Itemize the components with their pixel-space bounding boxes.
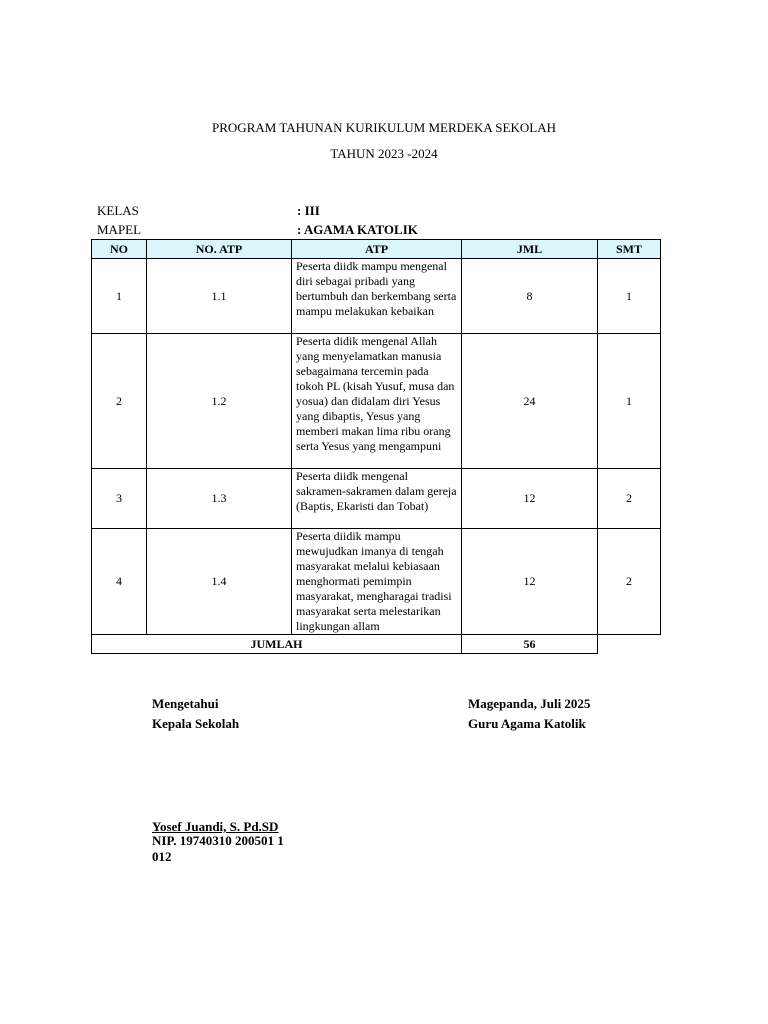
signature-right-line1: Magepanda, Juli 2025 — [468, 696, 591, 711]
row-jml: 24 — [462, 334, 598, 469]
header-no: NO — [92, 240, 147, 259]
header-no-atp: NO. ATP — [147, 240, 292, 259]
table-total-row — [92, 635, 661, 654]
header-atp: ATP — [292, 240, 462, 259]
principal-nip: NIP. 19740310 200501 1 012 — [152, 833, 284, 864]
row-atp: Peserta diidik mampu mewujudkan imanya di tengah masyarakat melalui kebiasaan menghormati pemimpin masyarakat, mengharagai tradisi masyarakat serta melestarikan lingkungan allam — [292, 529, 462, 635]
row-no: 3 — [92, 469, 147, 529]
header-smt: SMT — [598, 240, 661, 259]
row-no: 1 — [92, 259, 147, 334]
program-table — [91, 239, 661, 654]
total-blank-cell — [598, 635, 661, 654]
signature-left-line2: Kepala Sekolah — [152, 716, 240, 731]
row-jml: 12 — [462, 469, 598, 529]
document-year: TAHUN 2023 -2024 — [330, 146, 438, 161]
row-no-atp: 1.4 — [147, 529, 292, 635]
table-row — [92, 469, 661, 529]
row-no: 2 — [92, 334, 147, 469]
row-smt: 1 — [598, 334, 661, 469]
signature-left-line1: Mengetahui — [152, 696, 219, 711]
table-header-row — [92, 240, 661, 259]
row-smt: 2 — [598, 469, 661, 529]
table-row — [92, 529, 661, 635]
row-no-atp: 1.1 — [147, 259, 292, 334]
row-atp: Peserta diidk mengenal sakramen-sakramen dalam gereja (Baptis, Ekaristi dan Tobat) — [292, 469, 462, 529]
row-smt: 1 — [598, 259, 661, 334]
document-title: PROGRAM TAHUNAN KURIKULUM MERDEKA SEKOLAH — [212, 120, 556, 135]
row-atp: Peserta diidk mampu mengenal diri sebagai pribadi yang bertumbuh dan berkembang serta mampu melakukan kebaikan — [292, 259, 462, 334]
total-label: JUMLAH — [92, 635, 462, 654]
row-jml: 8 — [462, 259, 598, 334]
row-jml: 12 — [462, 529, 598, 635]
mapel-label: MAPEL — [97, 222, 142, 237]
row-smt: 2 — [598, 529, 661, 635]
table-row — [92, 334, 661, 469]
table-row — [92, 259, 661, 334]
principal-name: Yosef Juandi, S. Pd.SD — [152, 819, 279, 834]
kelas-label: KELAS — [97, 203, 139, 218]
total-value: 56 — [462, 635, 598, 654]
row-no-atp: 1.3 — [147, 469, 292, 529]
kelas-value: : III — [297, 203, 320, 218]
row-no-atp: 1.2 — [147, 334, 292, 469]
mapel-value: : AGAMA KATOLIK — [297, 222, 418, 237]
signature-right-line2: Guru Agama Katolik — [468, 716, 586, 731]
row-atp: Peserta didik mengenal Allah yang menyelamatkan manusia sebagaimana tercemin pada tokoh PL (kisah Yusuf, musa dan yosua) dan didalam diri Yesus yang dibaptis, Yesus yang memberi makan lima ribu orang serta Yesus yang mengampuni — [292, 334, 462, 469]
row-no: 4 — [92, 529, 147, 635]
header-jml: JML — [462, 240, 598, 259]
